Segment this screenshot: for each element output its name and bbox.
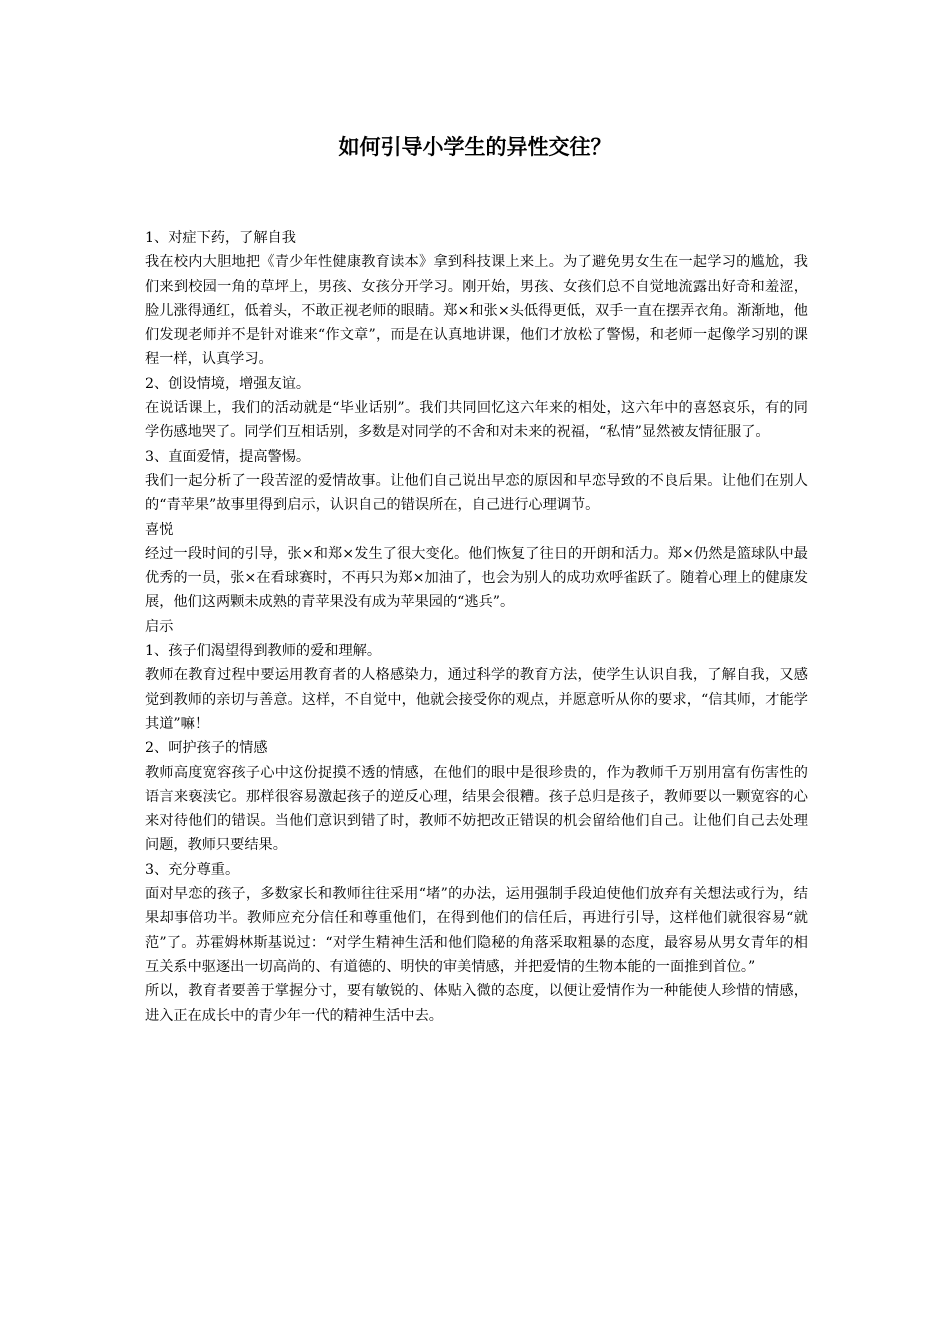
heading-1-understand-self: 1、对症下药，了解自我 <box>145 230 296 246</box>
paragraph-conclusion: 所以，教育者要善于掌握分寸，要有敏锐的、体贴入微的态度，以便让爱情作为一种能使人珍惜的情感，进入正在成长中的青少年一代的精神生活中去。 <box>145 983 808 1024</box>
paragraph-changes: 经过一段时间的引导，张×和郑×发生了很大变化。他们恢复了往日的开朗和活力。郑×仍然是篮球队中最优秀的一员，张×在看球赛时，不再只为郑×加油了，也会为别人的成功欢呼雀跃了。随着心理上的健康发展，他们这两颗未成熟的青苹果没有成为苹果园的“逃兵”。 <box>145 545 808 611</box>
heading-2-friendship: 2、创设情境，增强友谊。 <box>145 375 311 392</box>
paragraph-farewell-talk: 在说话课上，我们的活动就是“毕业话别”。我们共同回忆这六年来的相处，这六年中的喜怒哀乐，有的同学伤感地哭了。同学们互相话别，多数是对同学的不舍和对未来的祝福，“私情”显然被友情征服了。 <box>145 400 808 441</box>
heading-joy: 喜悦 <box>145 521 174 538</box>
heading-insights: 启示 <box>145 618 174 635</box>
paragraph-respect: 面对早恋的孩子，多数家长和教师往往采用“堵”的办法，运用强制手段迫使他们放弃有关想法或行为，结果却事倍功半。教师应充分信任和尊重他们，在得到他们的信任后，再进行引导，这样他们就很容易“就范”了。苏霍姆林斯基说过：“对学生精神生活和他们隐秘的角落采取粗暴的态度，最容易从男女青年的相互关系中驱逐出一切高尚的、有道德的、明快的审美情感，并把爱情的生物本能的一面推到首位。” <box>145 886 808 975</box>
heading-insight-1: 1、孩子们渴望得到教师的爱和理解。 <box>145 643 382 660</box>
paragraph-tolerance: 教师高度宽容孩子心中这份捉摸不透的情感，在他们的眼中是很珍贵的，作为教师千万别用富有伤害性的语言来亵渎它。那样很容易激起孩子的逆反心理，结果会很糟。孩子总归是孩子，教师要以一颗宽容的心来对待他们的错误。当他们意识到错了时，教师不妨把改正错误的机会留给他们自己。让他们自己去处理问题，教师只要结果。 <box>145 764 808 854</box>
document-body <box>145 226 808 1028</box>
paragraph-teacher-influence: 教师在教育过程中要运用教育者的人格感染力，通过科学的教育方法，使学生认识自我，了解自我，又感觉到教师的亲切与善意。这样，不自觉中，他就会接受你的观点，并愿意听从你的要求，“信其师，才能学其道”嘛！ <box>145 667 808 732</box>
document-title: 如何引导小学生的异性交往？ <box>338 135 612 159</box>
paragraph-love-story: 我们一起分析了一段苦涩的爱情故事。让他们自己说出早恋的原因和早恋导致的不良后果。让他们在别人的“青苹果”故事里得到启示，认识自己的错误所在，自己进行心理调节。 <box>145 472 808 514</box>
heading-3-face-love: 3、直面爱情，提高警惕。 <box>145 448 311 465</box>
paragraph-science-class: 我在校内大胆地把《青少年性健康教育读本》拿到科技课上来上。为了避免男女生在一起学习的尴尬，我们来到校园一角的草坪上，男孩、女孩分开学习。刚开始，男孩、女孩们总不自觉地流露出好奇和羞涩，脸儿涨得通红，低着头，不敢正视老师的眼睛。郑×和张×头低得更低，双手一直在摆弄衣角。渐渐地，他们发现老师并不是针对谁来“作文章”，而是在认真地讲课，他们才放松了警惕，和老师一起像学习别的课程一样，认真学习。 <box>145 254 808 368</box>
heading-insight-2: 2、呵护孩子的情感 <box>145 740 268 757</box>
heading-insight-3: 3、充分尊重。 <box>145 861 240 878</box>
